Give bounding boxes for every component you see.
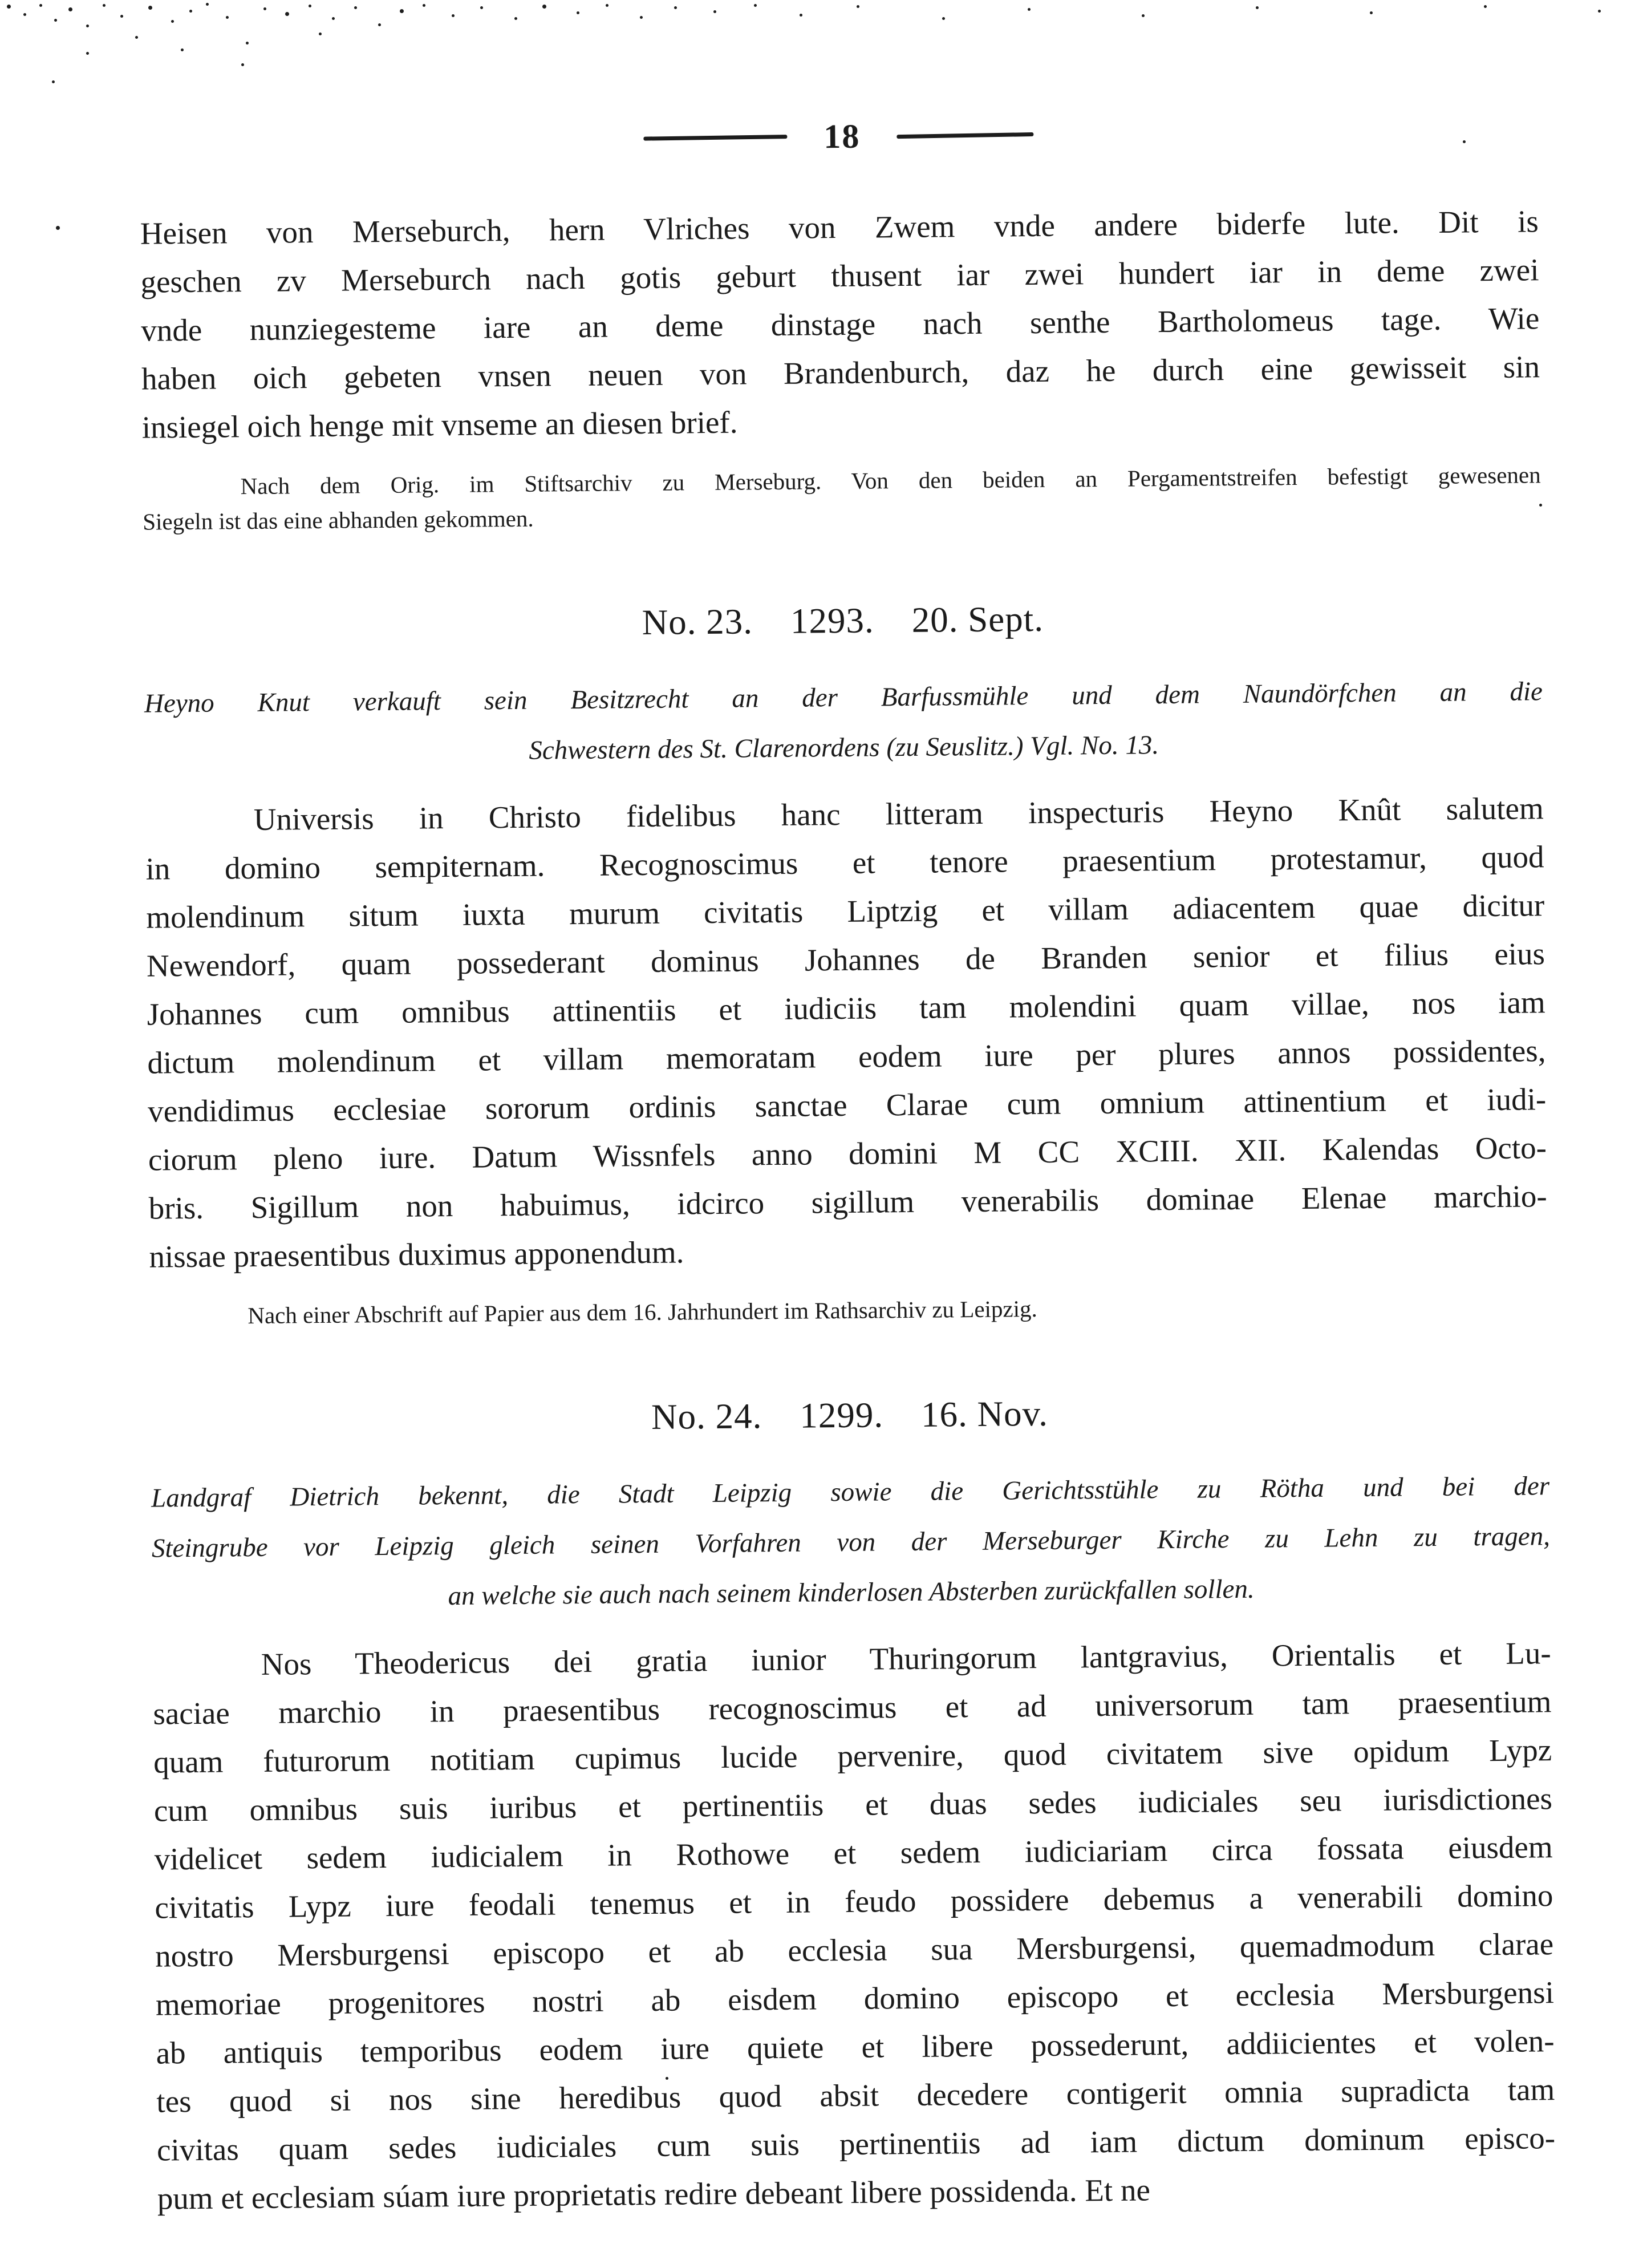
text-line: Universis in Christo fidelibus hanc litteram inspecturis Heyno Knût salutem <box>253 791 1544 837</box>
document-heading-no24 <box>151 1384 1549 1445</box>
page-content <box>139 106 1556 2222</box>
text-line: Schwestern des St. Clarenordens (zu Seuslitz.) Vgl. No. 13. <box>529 730 1159 766</box>
document-heading-no23 <box>143 590 1542 651</box>
text-line: pum et ecclesiam súam iure proprietatis redire debeant libere possidenda. Et ne <box>157 2172 1151 2216</box>
scan-noise <box>0 0 2 2</box>
text-line: Nach einer Abschrift auf Papier aus dem 16. Jahrhundert im Rathsarchiv zu Leipzig. <box>248 1295 1037 1329</box>
header-rule-right <box>896 132 1033 138</box>
text-line: Newendorf, quam possederant dominus Johannes de Branden senior et filius eius <box>146 936 1545 983</box>
text-line: Steingrube vor Leipzig gleich seinen Vorfahren von der Merseburger Kirche zu Lehn zu tragen, <box>151 1521 1551 1564</box>
header-rule-left <box>643 135 787 141</box>
text-line: civitatis Lypz iure feodali tenemus et in feudo possidere debemus a venerabili domino <box>155 1878 1553 1925</box>
text-line: Nos Theodericus dei gratia iunior Thuringorum lantgravius, Orientalis et Lu- <box>261 1635 1551 1682</box>
text-line: dictum molendinum et villam memoratam eodem iure per plures annos possidentes, <box>147 1033 1546 1080</box>
text-line: geschen zv Merseburch nach gotis geburt thusent iar zwei hundert iar in deme zwei <box>140 252 1539 299</box>
text-line: Landgraf Dietrich bekennt, die Stadt Leipzig sowie die Gerichtsstühle zu Rötha und bei der <box>151 1471 1550 1513</box>
heading-part: 1293. <box>790 600 874 641</box>
charter-text-no23 <box>145 784 1547 1281</box>
text-line: tes quod si nos sine heredibus quod absit decedere contigerit omnia supradicta tam <box>156 2072 1555 2119</box>
text-line: saciae marchio in praesentibus recognoscimus et ad universorum tam praesentium <box>153 1684 1552 1731</box>
text-line: vendidimus ecclesiae sororum ordinis sanctae Clarae cum omnium attinentium et iudi- <box>147 1082 1547 1129</box>
text-line: bris. Sigillum non habuimus, idcirco sigillum venerabilis dominae Elenae marchio- <box>148 1178 1547 1226</box>
charter-paragraph-continuation <box>140 197 1540 451</box>
text-line: an welche sie auch nach seinem kinderlosen Absterben zurückfallen sollen. <box>448 1574 1255 1611</box>
page-header <box>139 106 1538 167</box>
text-line: molendinum situm iuxta murum civitatis Liptzig et villam adiacentem quae dicitur <box>146 888 1545 935</box>
text-line: Siegeln ist das eine abhanden gekommen. <box>143 505 534 535</box>
source-note-no22 <box>142 457 1541 539</box>
heading-part: 16. Nov. <box>920 1393 1049 1435</box>
heading-part: 20. Sept. <box>911 598 1044 640</box>
text-line: Nach dem Orig. im Stiftsarchiv zu Merseburg. Von den beiden an Pergamentstreifen befestigt gewesenen <box>240 461 1541 500</box>
text-line: cum omnibus suis iuribus et pertinentiis et duas sedes iudiciales seu iurisdictiones <box>153 1781 1553 1828</box>
text-line: memoriae progenitores nostri ab eisdem domino episcopo et ecclesia Mersburgensi <box>155 1975 1555 2022</box>
page-number: 18 <box>824 117 861 156</box>
text-line: insiegel oich henge mit vnseme an diesen brief. <box>141 404 738 445</box>
charter-text-no24 <box>152 1629 1556 2222</box>
text-line: in domino sempiternam. Recognoscimus et tenore praesentium protestamur, quod <box>145 839 1544 886</box>
document-summary-no23 <box>144 666 1543 779</box>
text-line: haben oich gebeten vnsen neuen von Brandenburch, daz he durch eine gewisseit sin <box>141 349 1540 396</box>
text-line: ab antiquis temporibus eodem iure quiete et libere possederunt, addiicientes et volen- <box>156 2023 1555 2071</box>
heading-part: No. 23. <box>642 601 753 643</box>
text-line: Johannes cum omnibus attinentiis et iudiciis tam molendini quam villae, nos iam <box>147 985 1545 1032</box>
text-line: vnde nunziegesteme iare an deme dinstage nach senthe Bartholomeus tage. Wie <box>141 301 1540 348</box>
text-line: Heyno Knut verkauft sein Besitzrecht an der Barfussmühle und dem Naundörfchen an die <box>144 677 1543 719</box>
text-line: videlicet sedem iudicialem in Rothowe et sedem iudiciariam circa fossata eiusdem <box>154 1829 1553 1877</box>
document-summary-no24 <box>151 1461 1551 1623</box>
heading-part: No. 24. <box>651 1396 762 1437</box>
text-line: nissae praesentibus duximus apponendum. <box>149 1234 684 1274</box>
text-line: civitas quam sedes iudiciales cum suis pertinentiis ad iam dictum dominum episco- <box>156 2120 1556 2168</box>
heading-part: 1299. <box>800 1395 884 1436</box>
text-line: Heisen von Merseburch, hern Vlriches von Zwem vnde andere biderfe lute. Dit is <box>140 204 1539 251</box>
text-line: nostro Mersburgensi episcopo et ab ecclesia sua Mersburgensi, quemadmodum clarae <box>155 1926 1554 1974</box>
text-line: quam futurorum notitiam cupimus lucide pervenire, quod civitatem sive opidum Lypz <box>153 1732 1552 1780</box>
source-note-no23 <box>149 1287 1548 1334</box>
text-line: ciorum pleno iure. Datum Wissnfels anno domini M CC XCIII. XII. Kalendas Octo- <box>148 1130 1547 1177</box>
